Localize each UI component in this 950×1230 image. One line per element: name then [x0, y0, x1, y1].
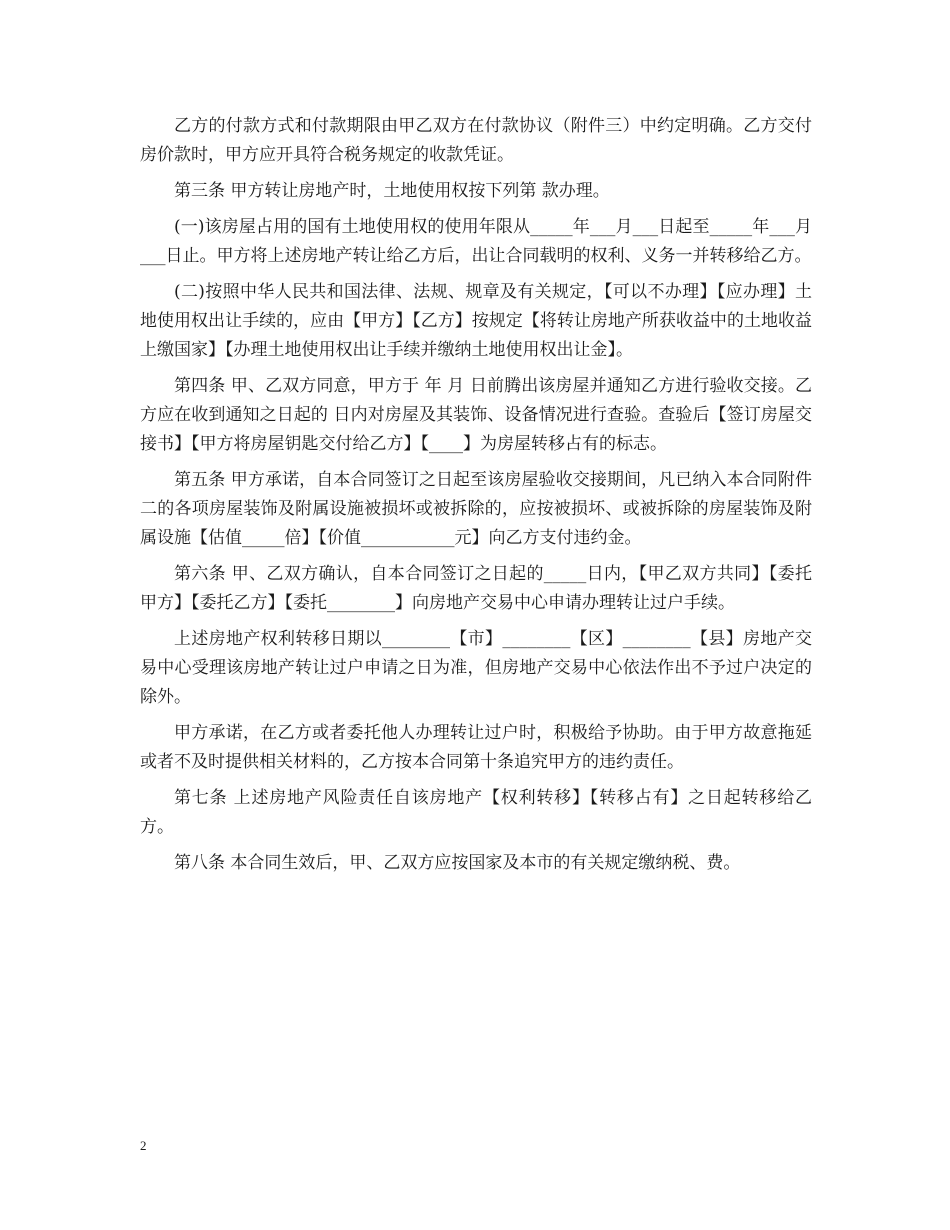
paragraph-article-3: 第三条 甲方转让房地产时，土地使用权按下列第 款办理。 — [174, 181, 610, 201]
paragraph-article-4: 第四条 甲、乙双方同意，甲方于 年 月 日前腾出该房屋并通知乙方进行验收交接。乙方应在收到通知之日起的 日内对房屋及其装饰、设备情况进行查验。查验后【签订房屋交接书】【甲方将房屋钥匙交付给乙方】【____】为房屋转移占有的标志。 — [140, 376, 812, 454]
paragraph-transfer-date: 上述房地产权利转移日期以________【市】________【区】________【县】房地产交易中心受理该房地产转让过户申请之日为准，但房地产交易中心依法作出不予过户决定的除外。 — [140, 629, 812, 707]
paragraph-article-6: 第六条 甲、乙双方确认，自本合同签订之日起的_____日内，【甲乙双方共同】【委托甲方】【委托乙方】【委托________】向房地产交易中心申请办理转让过户手续。 — [140, 564, 812, 613]
page-number: 2 — [140, 1138, 147, 1153]
paragraph-seller-assistance: 甲方承诺，在乙方或者委托他人办理转让过户时，积极给予协助。由于甲方故意拖延或者不及时提供相关材料的，乙方按本合同第十条追究甲方的违约责任。 — [140, 723, 812, 772]
paragraph-article-7: 第七条 上述房地产风险责任自该房地产【权利转移】【转移占有】之日起转移给乙方。 — [140, 788, 812, 837]
paragraph-article-5: 第五条 甲方承诺，自本合同签订之日起至该房屋验收交接期间，凡已纳入本合同附件二的各项房屋装饰及附属设施被损坏或被拆除的，应按被损坏、或被拆除的房屋装饰及附属设施【估值_____倍】【价值___________元】向乙方支付违约金。 — [140, 470, 812, 548]
paragraph-article-3-item-1: (一)该房屋占用的国有土地使用权的使用年限从_____年___月___日起至_____年___月___日止。甲方将上述房地产转让给乙方后，出让合同载明的权利、义务一并转移给乙方。 — [140, 217, 812, 266]
paragraph-article-8: 第八条 本合同生效后，甲、乙双方应按国家及本市的有关规定缴纳税、费。 — [174, 853, 741, 873]
document-page — [140, 112, 812, 885]
paragraph-payment-terms: 乙方的付款方式和付款期限由甲乙双方在付款协议（附件三）中约定明确。乙方交付房价款时，甲方应开具符合税务规定的收款凭证。 — [140, 116, 812, 165]
paragraph-article-3-item-2: (二)按照中华人民共和国法律、法规、规章及有关规定，【可以不办理】【应办理】土地使用权出让手续的，应由【甲方】【乙方】按规定【将转让房地产所获收益中的土地收益上缴国家】【办理土地使用权出让手续并缴纳土地使用权出让金】。 — [140, 282, 812, 360]
